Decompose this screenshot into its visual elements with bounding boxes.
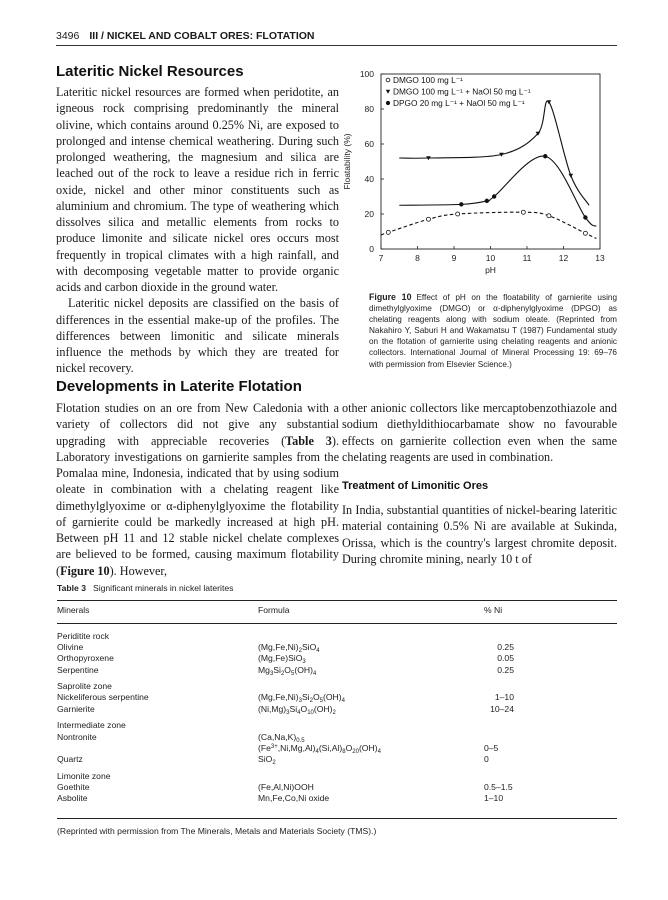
running-head-title: III / NICKEL AND COBALT ORES: FLOTATION [89, 30, 315, 42]
y-tick-label: 100 [359, 69, 374, 79]
subsection-heading-limonitic: Treatment of Limonitic Ores [342, 480, 489, 492]
floatability-line-chart [338, 62, 622, 284]
data-point-triangle [547, 100, 552, 104]
data-point-filled-circle [492, 194, 496, 198]
running-head [56, 30, 617, 42]
paragraph: Flotation studies on an ore from New Caledonia with a variety of collectors did not give any substantial upgrading with appreciable recoveries (Table 3). Laboratory investigations on garnierite samples from the Pomalaa mine, Indonesia, indicated that by using sodium oleate in combination with a chelating reagent like dimethylglyoxime or α-diphenylglyoxime the flotability of garnierite could be markedly increased at high pH. Between pH 11 and 12 stable nickel chelate complexes are believed to be formed, causing maximum flotability (Figure 10). However, [56, 401, 339, 578]
data-point-filled-circle [485, 199, 489, 203]
header-rule [56, 45, 617, 46]
table-row: Asbolite Mn,Fe,Co,Ni oxide 1–10 [57, 792, 504, 803]
y-tick-label: 0 [369, 244, 374, 254]
table-group-row: Periditite rock [57, 631, 110, 641]
legend-entry: DMGO 100 mg L⁻¹ [393, 75, 463, 85]
section-heading-developments: Developments in Laterite Flotation [56, 378, 302, 395]
table-row: Olivine $(Mg,Fe,Ni)_2SiO_4$ 0.25 [57, 642, 514, 655]
table-group-row: Saprolite zone [57, 681, 112, 692]
x-tick-label: 10 [485, 253, 496, 263]
x-tick-label: 8 [415, 253, 420, 263]
table-caption [57, 583, 233, 593]
figure-reference: Figure 10 [60, 563, 110, 578]
table-bottom-rule [57, 818, 617, 819]
lateritic-body [56, 84, 339, 377]
figure-caption [369, 292, 617, 370]
table-row: Orthopyroxene (Mg,Fe)SiO$_3$ 0.05 [57, 653, 514, 666]
page-number: 3496 [56, 30, 80, 42]
table-body [57, 631, 617, 804]
col-header-minerals: Minerals [57, 605, 90, 615]
table-row: Quartz SiO$_2$ 0 [57, 753, 489, 766]
y-tick-label: 40 [364, 174, 374, 184]
legend-entry: DPGO 20 mg L⁻¹ + NaOl 50 mg L⁻¹ [393, 98, 525, 108]
table-header-row [57, 605, 617, 616]
developments-body-left [56, 400, 339, 579]
table-group-row: Limonite zone [57, 770, 111, 781]
paragraph: Lateritic nickel resources are formed when peridotite, an igneous rock comprising predominantly the mineral olivine, which contains around 0.25% Ni, are exposed to prolonged and intense chemical weathering. During such prolonged weathering, the magnesium and silica are leached out of the rock to leave a residue rich in ferric oxide, nickel and other minor constituents such as aluminium and chromium. The type of weathering which dissolves silica and metallic elements from rocks to produce limonite and silicate nickel ores occurs most frequently in tropical climates with a high rainfall, and with decomposing vegetable matter to provide organic acids and carbon dioxide in the ground water. [56, 85, 339, 294]
table-caption-text: Significant minerals in nickel laterites [92, 583, 234, 593]
figure-label: Figure 10 [369, 292, 412, 302]
limonitic-body [342, 502, 617, 567]
legend-triangle-icon [386, 90, 390, 94]
y-axis-label: Floatability (%) [342, 133, 352, 190]
data-point-filled-circle [583, 215, 587, 219]
data-point-open-circle [386, 230, 390, 234]
data-point-open-circle [547, 214, 551, 218]
x-tick-label: 7 [378, 253, 384, 263]
table-row: Garnierite $(Ni,Mg)_3Si_4O_{10}(OH)_2$ 10–24 [57, 703, 514, 716]
data-point-triangle [569, 174, 574, 178]
series-line [399, 101, 589, 205]
x-axis-label: pH [485, 265, 496, 275]
table-row: Goethite (Fe,Al,Ni)OOH 0.5–1.5 [57, 781, 513, 792]
paragraph: Lateritic nickel deposits are classified on the basis of differences in the essential make-up of the profiles. The differences between limonitic and silicate minerals influence the methods by which they are treated for nickel recovery. [56, 296, 339, 376]
y-tick-label: 20 [364, 209, 374, 219]
table-reference: Table 3 [285, 433, 332, 448]
figure-caption-text: Effect of pH on the floatability of garnierite using dimethylglyoxime (DMGO) or α-diphenylglyoxime (DPGO) as chelating reagents along with sodium oleate. (Reprinted from Nakahiro Y, Saburi H and Wakamatsu T (1987) Fundamental study on the flotation of garnierite using chelating reagents and anionic collectors. International Journal of Mineral Processing 19: 69–76 with permission from Elsevier Science.) [369, 293, 617, 369]
section-heading-lateritic: Lateritic Nickel Resources [56, 63, 244, 80]
data-point-open-circle [583, 231, 587, 235]
table-row: Serpentine $Mg_3Si_2O_5(OH)_4$ 0.25 [57, 664, 514, 677]
legend-open-circle-icon [386, 78, 390, 82]
table-row-continuation: $(Fe^{3+},Ni,Mg,Al)_4(Si,Al)_8O_{20}(OH)_4$ 0–5 [258, 742, 499, 755]
paragraph: other anionic collectors like mercaptobenzothiazole and sodium diethyldithiocarbamate show no favourable effects on garnierite collection even when the same chelating reagents are used in combination. [342, 401, 617, 464]
developments-body-right [342, 400, 617, 465]
table-label: Table 3 [57, 583, 86, 593]
series-line [381, 212, 596, 238]
col-header-ni: % Ni [484, 605, 503, 615]
y-tick-label: 60 [364, 139, 374, 149]
table-header-rule [57, 623, 617, 624]
table-footer: (Reprinted with permission from The Minerals, Metals and Materials Society (TMS).) [57, 826, 377, 836]
table-top-rule [57, 600, 617, 601]
paragraph: In India, substantial quantities of nickel-bearing lateritic material containing 0.5% Ni are available at Sukinda, Orissa, which is the country's largest chromite deposit. During chromite mining, nearly 10 t of [342, 503, 617, 566]
y-tick-label: 80 [364, 104, 374, 114]
series-line [399, 156, 596, 226]
table-row: Nontronite $(Ca,Na,K)_{0.5}$ [57, 731, 305, 744]
legend-entry: DMGO 100 mg L⁻¹ + NaOl 50 mg L⁻¹ [393, 86, 531, 97]
data-point-open-circle [426, 217, 430, 221]
data-point-open-circle [456, 212, 460, 216]
x-tick-label: 13 [595, 253, 605, 263]
table-row: Nickeliferous serpentine $(Mg,Fe,Ni)_3Si_2O_5(OH)_4$ 1–10 [57, 692, 514, 705]
col-header-formula: Formula [258, 605, 290, 615]
table-group-row: Intermediate zone [57, 720, 126, 731]
x-tick-label: 9 [451, 253, 457, 263]
data-point-filled-circle [459, 202, 463, 206]
x-tick-label: 12 [558, 253, 569, 263]
data-point-open-circle [521, 210, 525, 214]
x-tick-label: 11 [522, 253, 532, 263]
data-point-filled-circle [543, 154, 547, 158]
legend-filled-circle-icon [386, 101, 390, 105]
figure-10-chart [338, 62, 622, 284]
